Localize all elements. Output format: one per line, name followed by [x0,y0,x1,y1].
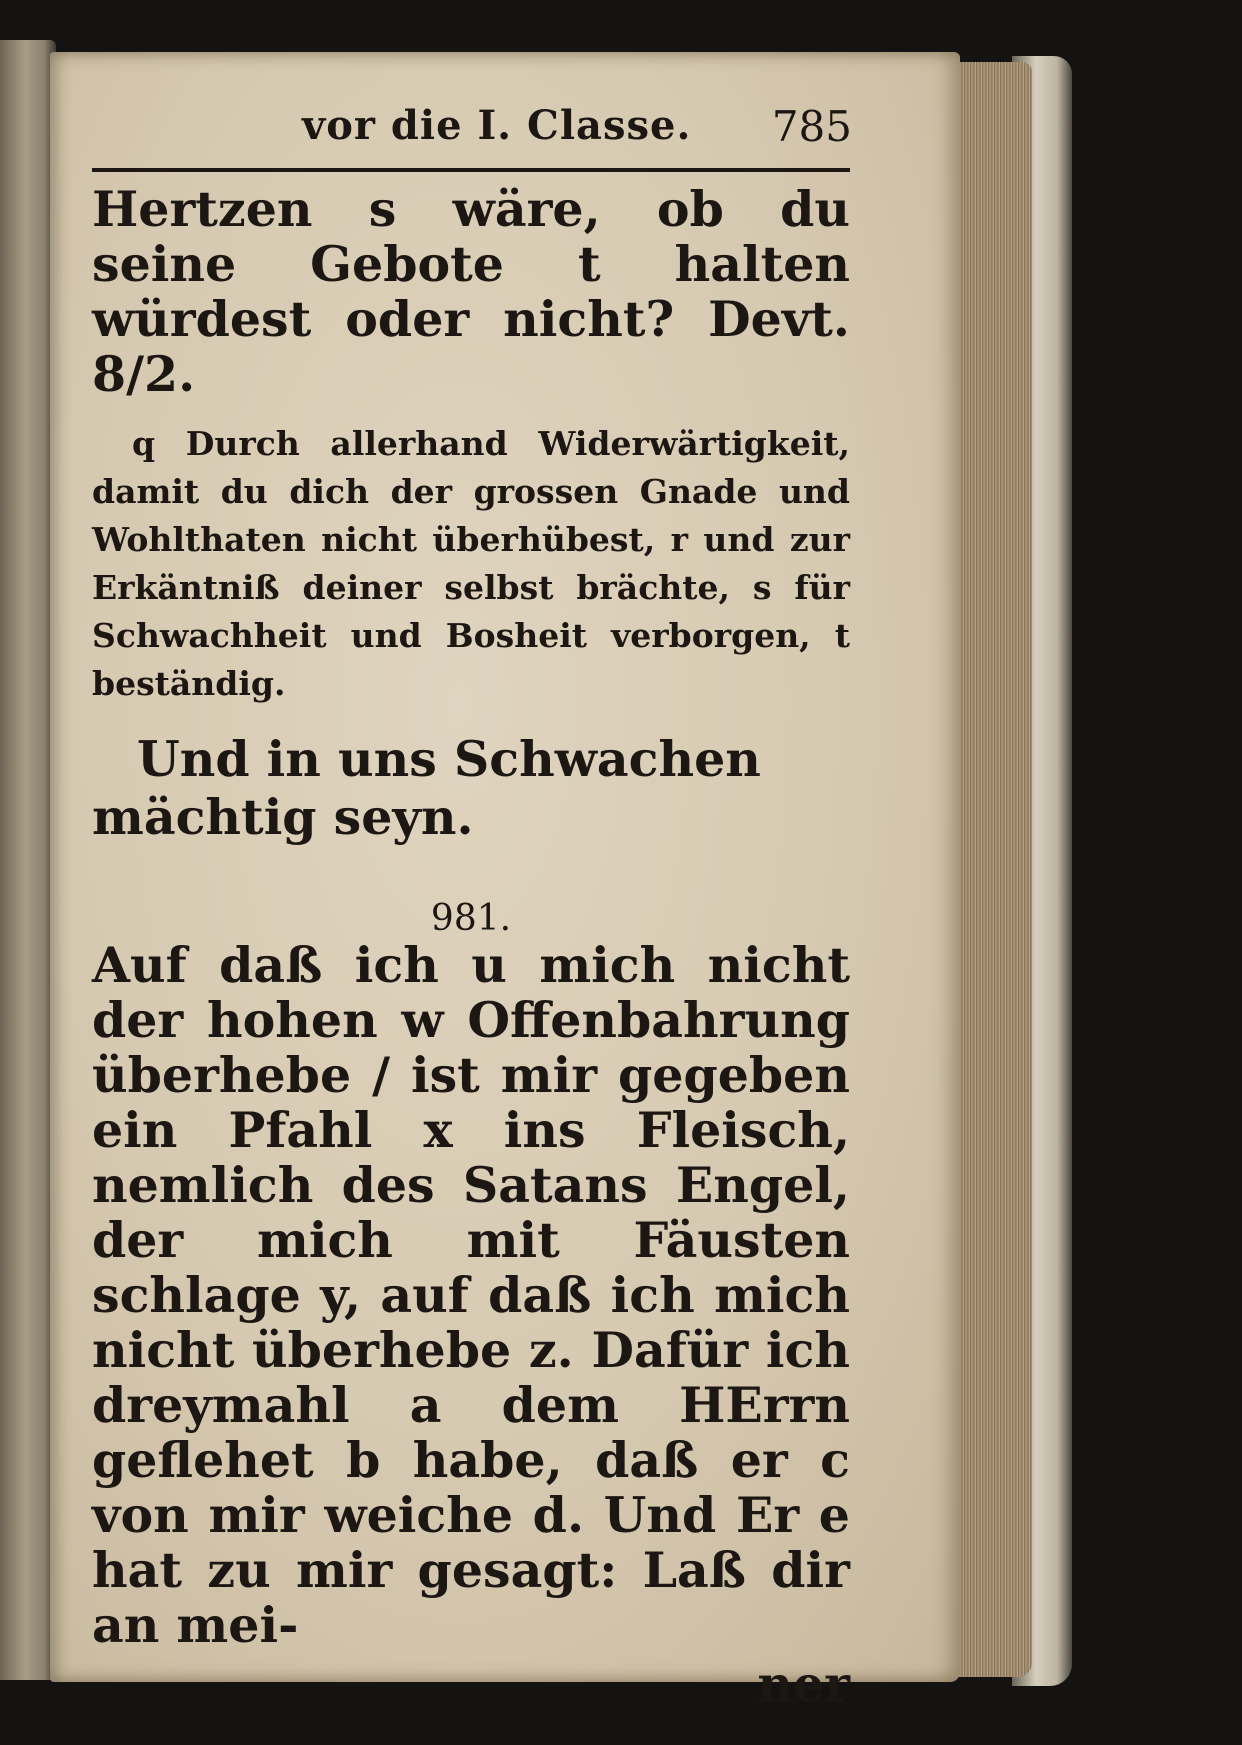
page-content [92,100,850,1713]
running-head [92,100,850,156]
header-rule [92,168,850,172]
verse-number: 981. [430,898,512,939]
catchword: ner [757,1655,850,1713]
subheading [92,730,850,846]
running-title: vor die I. Classe. [302,102,692,149]
footnote-block: q Durch allerhand Widerwärtigkeit, damit du dich der grossen Gnade und Wohlthaten nicht überhübest, r und zur Erkäntniß deiner selbst brächte, s für Schwachheit und Bosheit verborgen, t beständig. [92,424,850,703]
verse-text: Auf daß ich u mich nicht der hohen w Offenbahrung überhebe / ist mir gegeben ein Pfahl x ins Fleisch, nemlich des Satans Engel, der mich mit Fäusten schlage y, auf daß ich mich nicht überhebe z. Dafür ich dreymahl a dem HErrn geflehet b habe, daß er c von mir weiche d. Und Er e hat zu mir gesagt: Laß dir an mei- [92,936,850,1654]
continuation-text: Hertzen s wäre, ob du seine Gebote t halten würdest oder nicht? Devt. 8/2. [92,180,850,403]
left-page-edge [0,40,56,1680]
page-number: 785 [771,102,852,151]
subheading-text: Und in uns Schwachen mächtig seyn. [92,730,761,846]
verse [92,938,850,1653]
footnotes [92,420,850,708]
